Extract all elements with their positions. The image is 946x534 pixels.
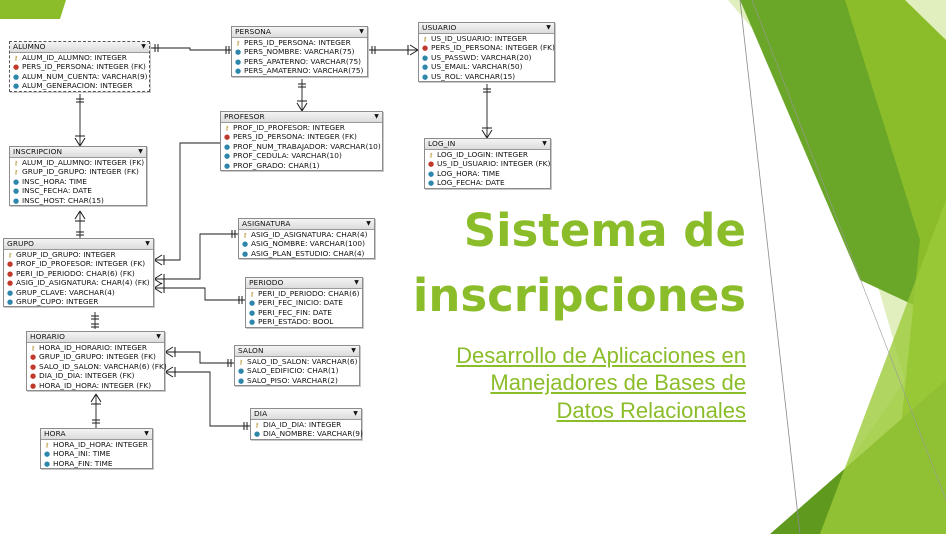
slide-subtitle-line-2[interactable]: Manejadores de Bases de [490, 370, 746, 395]
table-field-row[interactable] [239, 230, 374, 239]
table-hora[interactable] [40, 428, 153, 469]
dropdown-arrow-icon[interactable]: ▼ [354, 279, 359, 286]
field-definition: PROF_GRADO: CHAR(1) [233, 160, 320, 170]
table-inscripcion[interactable] [9, 146, 147, 206]
table-salon[interactable] [234, 345, 360, 386]
field-definition: PERS_ID_PERSONA: INTEGER (FK) [431, 43, 555, 53]
column-icon: ● [224, 142, 231, 151]
field-definition: LOG_ID_LOGIN: INTEGER [437, 150, 529, 159]
table-field-row[interactable] [425, 169, 550, 178]
column-icon: ● [235, 57, 242, 66]
field-definition: INSC_HOST: CHAR(15) [22, 195, 104, 205]
table-field-row[interactable] [10, 62, 149, 71]
field-definition: PERI_ESTADO: BOOL [258, 317, 334, 327]
field-definition: SALO_ID_SALON: VARCHAR(6) (FK) [39, 361, 167, 371]
field-definition: PERS_ID_PERSONA: INTEGER (FK) [233, 132, 357, 142]
dropdown-arrow-icon[interactable]: ▼ [353, 410, 358, 417]
field-definition: PROF_NUM_TRABAJADOR: VARCHAR(10) [233, 141, 381, 151]
field-definition: SALO_EDIFICIO: CHAR(1) [247, 366, 339, 376]
table-log-in[interactable] [424, 138, 551, 189]
table-name: LOG_IN [428, 139, 456, 148]
field-definition: DIA_ID_DIA: INTEGER [263, 420, 342, 429]
table-field-row[interactable] [10, 53, 149, 62]
primary-key-icon: ⚷ [13, 55, 19, 62]
column-icon: ● [7, 297, 14, 306]
dropdown-arrow-icon[interactable]: ▼ [366, 220, 371, 227]
field-definition: SALO_PISO: VARCHAR(2) [247, 375, 338, 385]
primary-key-icon: ⚷ [7, 252, 13, 259]
rel-periodo-grupo [154, 288, 245, 300]
field-definition: HORA_ID_HORARIO: INTEGER [39, 343, 148, 352]
foreign-key-icon: ● [224, 133, 231, 142]
table-field-row[interactable] [251, 420, 361, 429]
field-definition: PERS_NOMBRE: VARCHAR(75) [244, 47, 355, 57]
table-field-row[interactable] [41, 449, 152, 458]
field-definition: INSC_FECHA: DATE [22, 186, 92, 196]
column-icon: ● [249, 308, 256, 317]
dropdown-arrow-icon[interactable]: ▼ [141, 43, 146, 50]
primary-key-icon: ⚷ [44, 442, 50, 449]
table-field-row[interactable] [235, 357, 359, 366]
column-icon: ● [428, 169, 435, 178]
dropdown-arrow-icon[interactable]: ▼ [138, 148, 143, 155]
field-definition: GRUP_CLAVE: VARCHAR(4) [16, 287, 115, 297]
primary-key-icon: ⚷ [224, 125, 230, 132]
table-field-row[interactable] [419, 53, 554, 62]
primary-key-icon: ⚷ [238, 359, 244, 366]
field-definition: PERS_ID_PERSONA: INTEGER (FK) [22, 62, 146, 72]
table-header[interactable] [419, 23, 554, 34]
table-field-row[interactable] [10, 81, 149, 90]
table-header[interactable] [41, 429, 152, 440]
table-field-row[interactable] [41, 440, 152, 449]
column-icon: ● [13, 72, 20, 81]
primary-key-icon: ⚷ [249, 291, 255, 298]
field-definition: ASIG_ID_ASIGNATURA: CHAR(4) [251, 230, 368, 239]
rel-profesor-grupo [154, 143, 220, 260]
field-definition: US_EMAIL: VARCHAR(50) [431, 62, 523, 72]
column-icon: ● [238, 376, 245, 385]
table-field-row[interactable] [10, 158, 146, 167]
field-definition: ASIG_ID_ASIGNATURA: CHAR(4) (FK) [16, 278, 150, 288]
table-field-row[interactable] [27, 361, 167, 371]
table-field-row[interactable] [246, 298, 362, 307]
table-field-row[interactable] [4, 259, 153, 268]
column-icon: ● [422, 63, 429, 72]
table-field-row[interactable] [221, 142, 382, 151]
table-alumno[interactable] [9, 41, 150, 92]
table-field-row[interactable] [10, 196, 146, 205]
column-icon: ● [13, 187, 20, 196]
field-definition: ALUM_ID_ALUMNO: INTEGER [22, 53, 127, 62]
dropdown-arrow-icon[interactable]: ▼ [359, 28, 364, 35]
column-icon: ● [254, 430, 261, 439]
field-definition: HORA_ID_HORA: INTEGER [53, 440, 148, 449]
table-field-row[interactable] [251, 429, 361, 438]
primary-key-icon: ⚷ [13, 160, 19, 167]
table-usuario[interactable] [418, 22, 555, 82]
column-icon: ● [44, 450, 51, 459]
table-name: PROFESOR [224, 112, 265, 121]
column-icon: ● [44, 459, 51, 468]
table-header[interactable] [251, 409, 361, 420]
table-field-row[interactable] [232, 66, 367, 75]
field-definition: PERI_FEC_INICIO: DATE [258, 298, 343, 308]
field-definition: ASIG_PLAN_ESTUDIO: CHAR(4) [251, 248, 365, 258]
table-field-row[interactable] [232, 47, 367, 56]
dropdown-arrow-icon[interactable]: ▼ [145, 240, 150, 247]
column-icon: ● [428, 179, 435, 188]
table-header[interactable] [246, 278, 362, 289]
field-definition: PERS_AMATERNO: VARCHAR(75) [244, 66, 364, 76]
field-definition: HORA_FIN: TIME [53, 458, 113, 468]
column-icon: ● [242, 249, 249, 258]
field-definition: GRUP_ID_GRUPO: INTEGER (FK) [22, 167, 139, 177]
rel-persona-alumno [151, 48, 231, 50]
slide-title-line-2: inscripciones [412, 269, 746, 322]
table-name: PERIODO [249, 278, 284, 287]
field-definition: LOG_HORA: TIME [437, 168, 500, 178]
table-name: INSCRIPCION [13, 147, 63, 156]
field-definition: LOG_FECHA: DATE [437, 178, 505, 188]
field-definition: DIA_ID_DIA: INTEGER (FK) [39, 371, 135, 381]
primary-key-icon: ⚷ [13, 169, 19, 177]
field-definition: US_ID_USUARIO: INTEGER (FK) [437, 159, 551, 169]
foreign-key-icon: ● [13, 63, 20, 72]
table-name: PERSONA [235, 27, 272, 36]
table-field-row[interactable] [425, 159, 550, 168]
table-persona[interactable] [231, 26, 368, 77]
dropdown-arrow-icon[interactable]: ▼ [546, 24, 551, 31]
table-field-row[interactable] [246, 289, 362, 298]
table-grupo[interactable] [3, 238, 154, 307]
field-definition: ALUM_ID_ALUMNO: INTEGER (FK) [22, 158, 145, 167]
field-definition: US_ROL: VARCHAR(15) [431, 71, 516, 81]
table-field-row[interactable] [10, 186, 146, 195]
table-asignatura[interactable] [238, 218, 375, 259]
dropdown-arrow-icon[interactable]: ▼ [542, 140, 547, 147]
table-field-row[interactable] [27, 381, 164, 390]
table-field-row[interactable] [27, 352, 164, 361]
field-definition: GRUP_ID_GRUPO: INTEGER (FK) [39, 352, 156, 362]
foreign-key-icon: ● [7, 260, 14, 269]
table-field-row[interactable] [419, 72, 554, 81]
column-icon: ● [249, 299, 256, 308]
field-definition: PERS_ID_PERSONA: INTEGER [244, 38, 351, 47]
table-field-row[interactable] [4, 269, 153, 278]
field-definition: PROF_ID_PROFESOR: INTEGER (FK) [16, 259, 146, 269]
table-field-row[interactable] [41, 459, 152, 468]
column-icon: ● [235, 67, 242, 76]
table-field-row[interactable] [419, 43, 554, 52]
slide-subtitle-line-3[interactable]: Datos Relacionales [556, 398, 746, 423]
table-field-row[interactable] [221, 123, 382, 132]
column-icon: ● [224, 161, 231, 170]
table-field-row[interactable] [419, 34, 554, 43]
table-field-row[interactable] [239, 249, 374, 258]
table-field-row[interactable] [235, 376, 359, 385]
foreign-key-icon: ● [428, 160, 435, 169]
table-name: SALON [238, 346, 264, 355]
table-field-row[interactable] [425, 178, 550, 187]
table-header[interactable] [4, 239, 153, 250]
table-field-row[interactable] [10, 167, 146, 176]
table-field-row[interactable] [425, 150, 550, 159]
table-name: USUARIO [422, 23, 457, 32]
table-field-row[interactable] [221, 132, 382, 141]
field-definition: DIA_NOMBRE: VARCHAR(9) [263, 429, 363, 439]
table-horario[interactable] [26, 331, 165, 391]
foreign-key-icon: ● [30, 381, 37, 390]
table-name: HORA [44, 429, 66, 438]
table-name: DIA [254, 409, 268, 418]
table-header[interactable] [27, 332, 164, 343]
table-header[interactable] [425, 139, 550, 150]
column-icon: ● [235, 48, 242, 57]
column-icon: ● [249, 318, 256, 327]
table-field-row[interactable] [221, 161, 382, 170]
dropdown-arrow-icon[interactable]: ▼ [144, 430, 149, 437]
field-definition: ALUM_NUM_CUENTA: VARCHAR(9) [22, 71, 148, 81]
field-definition: PERI_FEC_FIN: DATE [258, 307, 332, 317]
field-definition: PERI_ID_PERIODO: CHAR(6) (FK) [16, 268, 135, 278]
table-periodo[interactable] [245, 277, 363, 328]
field-definition: PROF_ID_PROFESOR: INTEGER [233, 123, 345, 132]
field-definition: HORA_INI: TIME [53, 449, 111, 459]
column-icon: ● [422, 53, 429, 62]
field-definition: US_ID_USUARIO: INTEGER [431, 34, 528, 43]
slide-title-line-1: Sistema de [463, 204, 746, 257]
primary-key-icon: ⚷ [422, 36, 428, 43]
column-icon: ● [242, 240, 249, 249]
table-field-row[interactable] [4, 297, 153, 306]
column-icon: ● [224, 152, 231, 161]
field-definition: SALO_ID_SALON: VARCHAR(6) [247, 357, 358, 366]
column-icon: ● [13, 177, 20, 186]
foreign-key-icon: ● [30, 353, 37, 362]
column-icon: ● [7, 288, 14, 297]
table-name: GRUPO [7, 239, 35, 248]
table-profesor[interactable] [220, 111, 383, 171]
foreign-key-icon: ● [7, 269, 14, 278]
field-definition: PROF_CEDULA: VARCHAR(10) [233, 151, 342, 161]
primary-key-icon: ⚷ [242, 232, 248, 239]
foreign-key-icon: ● [30, 372, 37, 381]
field-definition: GRUP_CUPO: INTEGER [16, 296, 99, 306]
slide-subtitle-line-1[interactable]: Desarrollo de Aplicaciones en [456, 343, 746, 368]
dropdown-arrow-icon[interactable]: ▼ [156, 333, 161, 340]
primary-key-icon: ⚷ [30, 345, 36, 352]
primary-key-icon: ⚷ [254, 422, 260, 429]
table-field-row[interactable] [246, 308, 362, 317]
table-field-row[interactable] [10, 177, 146, 186]
table-name: ALUMNO [13, 42, 46, 51]
column-icon: ● [238, 367, 245, 376]
table-header[interactable] [221, 112, 382, 123]
primary-key-icon: ⚷ [428, 152, 434, 159]
table-name: ASIGNATURA [242, 219, 291, 228]
table-field-row[interactable] [232, 38, 367, 47]
table-field-row[interactable] [235, 366, 359, 375]
table-header[interactable] [10, 42, 149, 53]
field-definition: INSC_HORA: TIME [22, 176, 87, 186]
table-name: HORARIO [30, 332, 66, 341]
primary-key-icon: ⚷ [235, 40, 241, 47]
column-icon: ● [13, 82, 20, 91]
table-field-row[interactable] [4, 288, 153, 297]
column-icon: ● [422, 72, 429, 81]
table-header[interactable] [10, 147, 146, 158]
table-header[interactable] [235, 346, 359, 357]
field-definition: US_PASSWD: VARCHAR(20) [431, 52, 532, 62]
table-field-row[interactable] [232, 57, 367, 66]
table-field-row[interactable] [27, 343, 164, 352]
field-definition: ASIG_NOMBRE: VARCHAR(100) [251, 239, 365, 249]
table-field-row[interactable] [419, 62, 554, 71]
table-field-row[interactable] [246, 317, 362, 326]
table-field-row[interactable] [10, 72, 149, 81]
table-field-row[interactable] [239, 239, 374, 248]
field-definition: GRUP_ID_GRUPO: INTEGER [16, 250, 116, 259]
field-definition: PERI_ID_PERIODO: CHAR(6) [258, 289, 360, 298]
column-icon: ● [13, 196, 20, 205]
table-header[interactable] [232, 27, 367, 38]
table-field-row[interactable] [4, 278, 153, 287]
field-definition: HORA_ID_HORA: INTEGER (FK) [39, 380, 152, 390]
field-definition: ALUM_GENERACION: INTEGER [22, 81, 133, 91]
foreign-key-icon: ● [30, 362, 37, 371]
table-field-row[interactable] [4, 250, 153, 259]
table-field-row[interactable] [221, 151, 382, 160]
table-dia[interactable] [250, 408, 362, 440]
table-field-row[interactable] [27, 371, 164, 380]
dropdown-arrow-icon[interactable]: ▼ [374, 113, 379, 120]
foreign-key-icon: ● [7, 279, 14, 288]
table-header[interactable] [239, 219, 374, 230]
foreign-key-icon: ● [422, 44, 429, 53]
dropdown-arrow-icon[interactable]: ▼ [351, 347, 356, 354]
rel-asignatura-grupo [154, 234, 238, 279]
field-definition: PERS_APATERNO: VARCHAR(75) [244, 56, 362, 66]
